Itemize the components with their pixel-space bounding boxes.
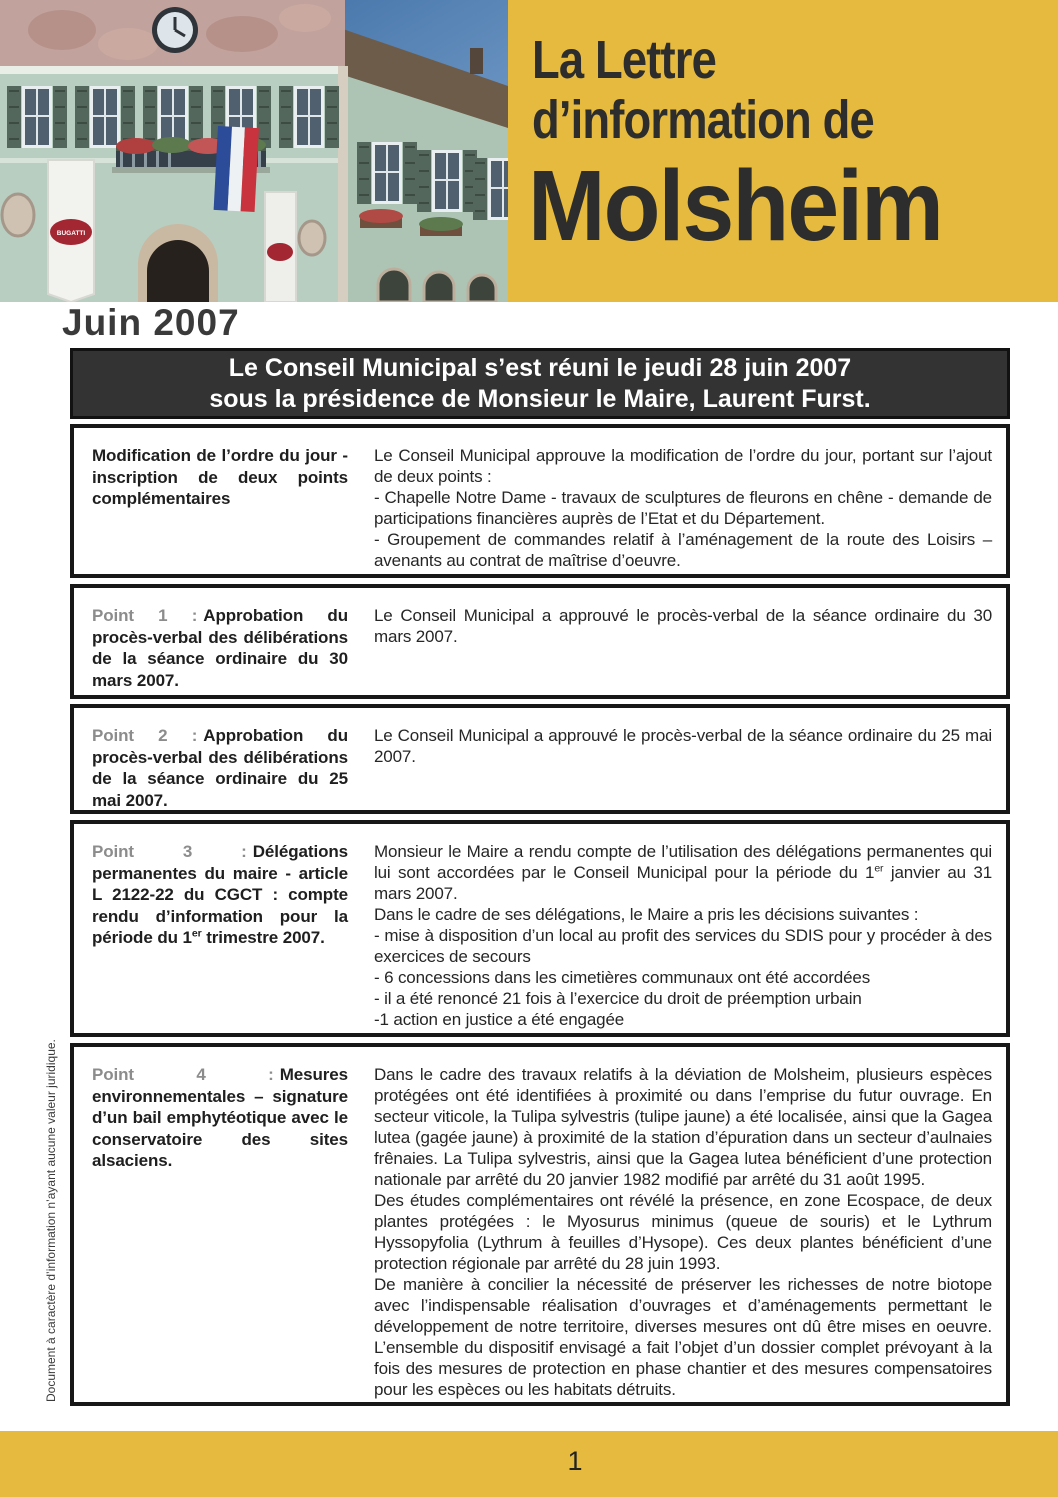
section-title-cell — [92, 445, 348, 571]
paragraph: - mise à disposition d’un local au profit des services du SDIS pour y procéder à des exercices de secours — [374, 926, 992, 966]
banner-line1: Le Conseil Municipal s’est réuni le jeudi 28 juin 2007 — [228, 353, 852, 382]
medallion — [2, 194, 34, 236]
bugatti-banner-icon — [48, 160, 94, 302]
section-title-cell — [92, 605, 348, 691]
paragraph: Le Conseil Municipal a approuvé le procès-verbal de la séance ordinaire du 25 mai 2007. — [374, 726, 992, 766]
section-row-point-2 — [70, 704, 1010, 814]
point-label: Point 2 : — [92, 726, 198, 745]
sidebar-disclaimer: Document à caractère d’information n’ayant aucune valeur juridique. — [44, 1039, 58, 1402]
masthead — [508, 0, 1058, 302]
pediment — [0, 0, 345, 66]
entrance-arch — [138, 224, 218, 302]
issue-date: Juin 2007 — [62, 302, 240, 343]
paragraph: Le Conseil Municipal approuve la modification de l’ordre du jour, portant sur l’ajout de deux points : — [374, 446, 992, 486]
masthead-title-line2: d’information de — [532, 90, 874, 150]
point-label: Point 1 : — [92, 606, 198, 625]
superscript: er — [874, 862, 884, 875]
paragraph: Le Conseil Municipal a approuvé le procès-verbal de la séance ordinaire du 30 mars 2007. — [374, 606, 992, 646]
bugatti-banner-icon — [265, 192, 296, 302]
masthead-title — [532, 30, 974, 150]
paragraph: - 6 concessions dans les cimetières communaux ont été accordées — [374, 968, 871, 987]
section-title: Délégations permanentes du maire - article L 2122-22 du CGCT : compte rendu d’information pour la période du 1 — [92, 842, 348, 947]
city-name: Molsheim — [528, 150, 943, 262]
section-body-cell — [374, 841, 992, 1030]
section-title-cell — [92, 725, 348, 811]
page-number: 1 — [567, 1446, 583, 1476]
paragraph: Dans le cadre de ses délégations, le Maire a pris les décisions suivantes : — [374, 905, 919, 924]
town-hall-photo — [0, 0, 508, 302]
section-title: Approbation du procès-verbal des délibérations de la séance ordinaire du 25 mai 2007. — [92, 726, 348, 810]
section-row-ordre-du-jour — [70, 424, 1010, 578]
paragraph: - Groupement de commandes relatif à l’aménagement de la route des Loisirs – avenants au contrat de maîtrise d’oeuvre. — [374, 530, 992, 570]
point-label: Point 3 : — [92, 842, 247, 861]
section-body-cell — [374, 725, 992, 811]
section-title: Mesures environnementales – signature d’un bail emphytéotique avec le conservatoire des sites alsaciens. — [92, 1065, 348, 1170]
masthead-title-line1: La Lettre — [532, 30, 717, 90]
section-title: Approbation du procès-verbal des délibérations de la séance ordinaire du 30 mars 2007. — [92, 606, 348, 690]
paragraph: Des études complémentaires ont révélé la présence, en zone Ecospace, de deux plantes protégées : le Myosurus minimus (queue de souris) et le Lythrum Hyssopyfolia (Lythrum à feuilles d’Hysope). Ces deux plantes bénéficient d’une protection régionale par arrêté du 28 juin 1993. — [374, 1191, 992, 1273]
paragraph: Monsieur le Maire a rendu compte de l’utilisation des délégations permanentes qui lui sont accordées par le Conseil Municipal pour la période du 1er janvier au 31 mars 2007. — [374, 842, 993, 903]
superscript: er — [191, 927, 202, 940]
section-row-point-4 — [70, 1043, 1010, 1406]
section-body-cell — [374, 445, 992, 571]
section-title: Modification de l’ordre du jour - inscription de deux points complémentaires — [92, 446, 348, 508]
clock-icon — [152, 7, 198, 53]
section-title-cell — [92, 1064, 348, 1400]
section-title-cell: Point 3 : Délégations permanentes du maire - article L 2122-22 du CGCT : compte rendu d’information pour la période du 1er trimestre 2007. — [92, 842, 348, 947]
french-flag-icon — [214, 126, 259, 212]
paragraph: - Chapelle Notre Dame - travaux de sculptures de fleurons en chêne - demande de participations financières auprès de l’Etat et du Département. — [374, 488, 992, 528]
council-session-banner — [70, 348, 1010, 419]
arcade-windows — [378, 269, 496, 302]
section-body-cell — [374, 605, 992, 691]
paragraph: -1 action en justice a été engagée — [374, 1010, 625, 1029]
medallion — [299, 221, 325, 255]
point-label: Point 4 : — [92, 1065, 274, 1084]
section-row-point-3 — [70, 820, 1010, 1037]
paragraph: - il a été renoncé 21 fois à l’exercice du droit de préemption urbain — [374, 989, 862, 1008]
footer — [0, 1431, 1058, 1497]
paragraph: Dans le cadre des travaux relatifs à la déviation de Molsheim, plusieurs espèces protégées ont été identifiées à proximité ou dans l’emprise du futur ouvrage. En secteur viticole, la Tulipa sylvestris (tulipe jaune) a été localisée, ainsi que la Gagea lutea (gagée jaune) à proximité de la station d’épuration dans un secteur d’aulnaies frênaies. La Tulipa sylvestris, ainsi que la Gagea lutea bénéficient d’une protection nationale par arrêté du 20 janvier 1982 modifié par arrêté du 31 août 1995. — [374, 1065, 992, 1189]
section-row-point-1 — [70, 584, 1010, 699]
banner-line2: sous la présidence de Monsieur le Maire, Laurent Furst. — [209, 384, 871, 413]
paragraph: De manière à concilier la nécessité de préserver les richesses de notre biotope avec l’indispensable réalisation d’ouvrages et d’aménagements permettant le développement de notre territoire, diverses mesures ont dû être mises en oeuvre. L’ensemble du dispositif envisagé a fait l’objet d’un dossier complet prévoyant à la fois des mesures de protection en phase chantier et des mesures compensatoires pour les espèces ou les habitats détruits. — [374, 1275, 992, 1399]
svg-text:BUGATTI: BUGATTI — [56, 230, 86, 237]
section-body-cell — [374, 1064, 992, 1400]
